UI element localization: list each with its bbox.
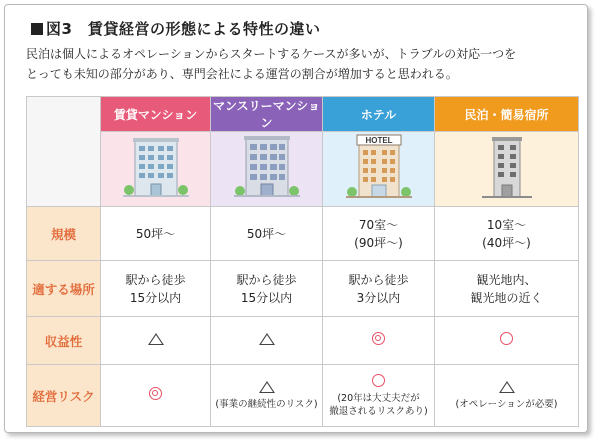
cell-profit-2 bbox=[323, 317, 435, 365]
cell-scale-1: 50坪～ bbox=[211, 207, 323, 261]
cell-risk-3 bbox=[435, 365, 579, 427]
header-row bbox=[27, 97, 579, 132]
cell-scale-2: 70室～ (90坪～) bbox=[323, 207, 435, 261]
pic-cell-1 bbox=[211, 132, 323, 207]
pic-cell-2 bbox=[323, 132, 435, 207]
row-risk bbox=[27, 365, 579, 427]
pic-cell-0 bbox=[101, 132, 211, 207]
triangle-icon bbox=[259, 333, 275, 345]
corner-cell bbox=[27, 97, 101, 207]
double-circle-icon bbox=[149, 387, 162, 400]
risk-note-3: (オペレーションが必要) bbox=[455, 399, 558, 410]
cell-profit-0 bbox=[101, 317, 211, 365]
intro-line-1: 民泊は個人によるオペレーションからスタートするケースが多いが、トラブルの対応一つを bbox=[26, 47, 517, 61]
monthly-mansion-building-icon bbox=[232, 134, 302, 200]
pic-cell-3 bbox=[435, 132, 579, 207]
cell-location-3: 観光地内、 観光地の近く bbox=[435, 261, 579, 317]
row-head-profitability: 収益性 bbox=[27, 317, 101, 365]
figure-title bbox=[31, 18, 320, 39]
triangle-icon bbox=[499, 381, 515, 393]
cell-risk-2 bbox=[323, 365, 435, 427]
double-circle-icon bbox=[372, 332, 385, 345]
row-profitability bbox=[27, 317, 579, 365]
cell-location-0: 駅から徒歩 15分以内 bbox=[101, 261, 211, 317]
col-header-3: 民泊・簡易宿所 bbox=[435, 97, 579, 132]
circle-icon bbox=[372, 374, 385, 387]
comparison-table bbox=[26, 96, 579, 427]
col-header-0: 賃貸マンション bbox=[101, 97, 211, 132]
cell-scale-3: 10室～ (40坪～) bbox=[435, 207, 579, 261]
col-header-2: ホテル bbox=[323, 97, 435, 132]
cell-profit-3 bbox=[435, 317, 579, 365]
apartment-building-icon bbox=[121, 134, 191, 200]
guesthouse-building-icon bbox=[472, 133, 542, 201]
title-square-icon bbox=[31, 23, 43, 35]
triangle-icon bbox=[148, 333, 164, 345]
cell-scale-0: 50坪～ bbox=[101, 207, 211, 261]
risk-note-2b: 撤退されるリスクあり) bbox=[329, 405, 428, 417]
cell-location-2: 駅から徒歩 3分以内 bbox=[323, 261, 435, 317]
risk-note-1: (事業の継続性のリスク) bbox=[215, 399, 318, 410]
title-text: 図3 賃貸経営の形態による特性の違い bbox=[46, 20, 321, 38]
intro-text bbox=[26, 44, 578, 84]
cell-risk-0 bbox=[101, 365, 211, 427]
intro-line-2: とっても未知の部分があり、専門会社による運営の割合が増加すると思われる。 bbox=[26, 67, 458, 81]
cell-profit-1 bbox=[211, 317, 323, 365]
cell-location-1: 駅から徒歩 15分以内 bbox=[211, 261, 323, 317]
triangle-icon bbox=[259, 381, 275, 393]
hotel-sign-text: HOTEL bbox=[364, 136, 393, 145]
col-header-1: マンスリーマンション bbox=[211, 97, 323, 132]
cell-risk-1 bbox=[211, 365, 323, 427]
hotel-building-icon bbox=[344, 133, 414, 201]
row-scale bbox=[27, 207, 579, 261]
row-head-location: 適する場所 bbox=[27, 261, 101, 317]
row-head-scale: 規模 bbox=[27, 207, 101, 261]
row-head-risk: 経営リスク bbox=[27, 365, 101, 427]
row-location bbox=[27, 261, 579, 317]
circle-icon bbox=[500, 332, 513, 345]
picture-row bbox=[27, 132, 579, 207]
risk-note-2a: (20年は大丈夫だが bbox=[337, 392, 420, 404]
